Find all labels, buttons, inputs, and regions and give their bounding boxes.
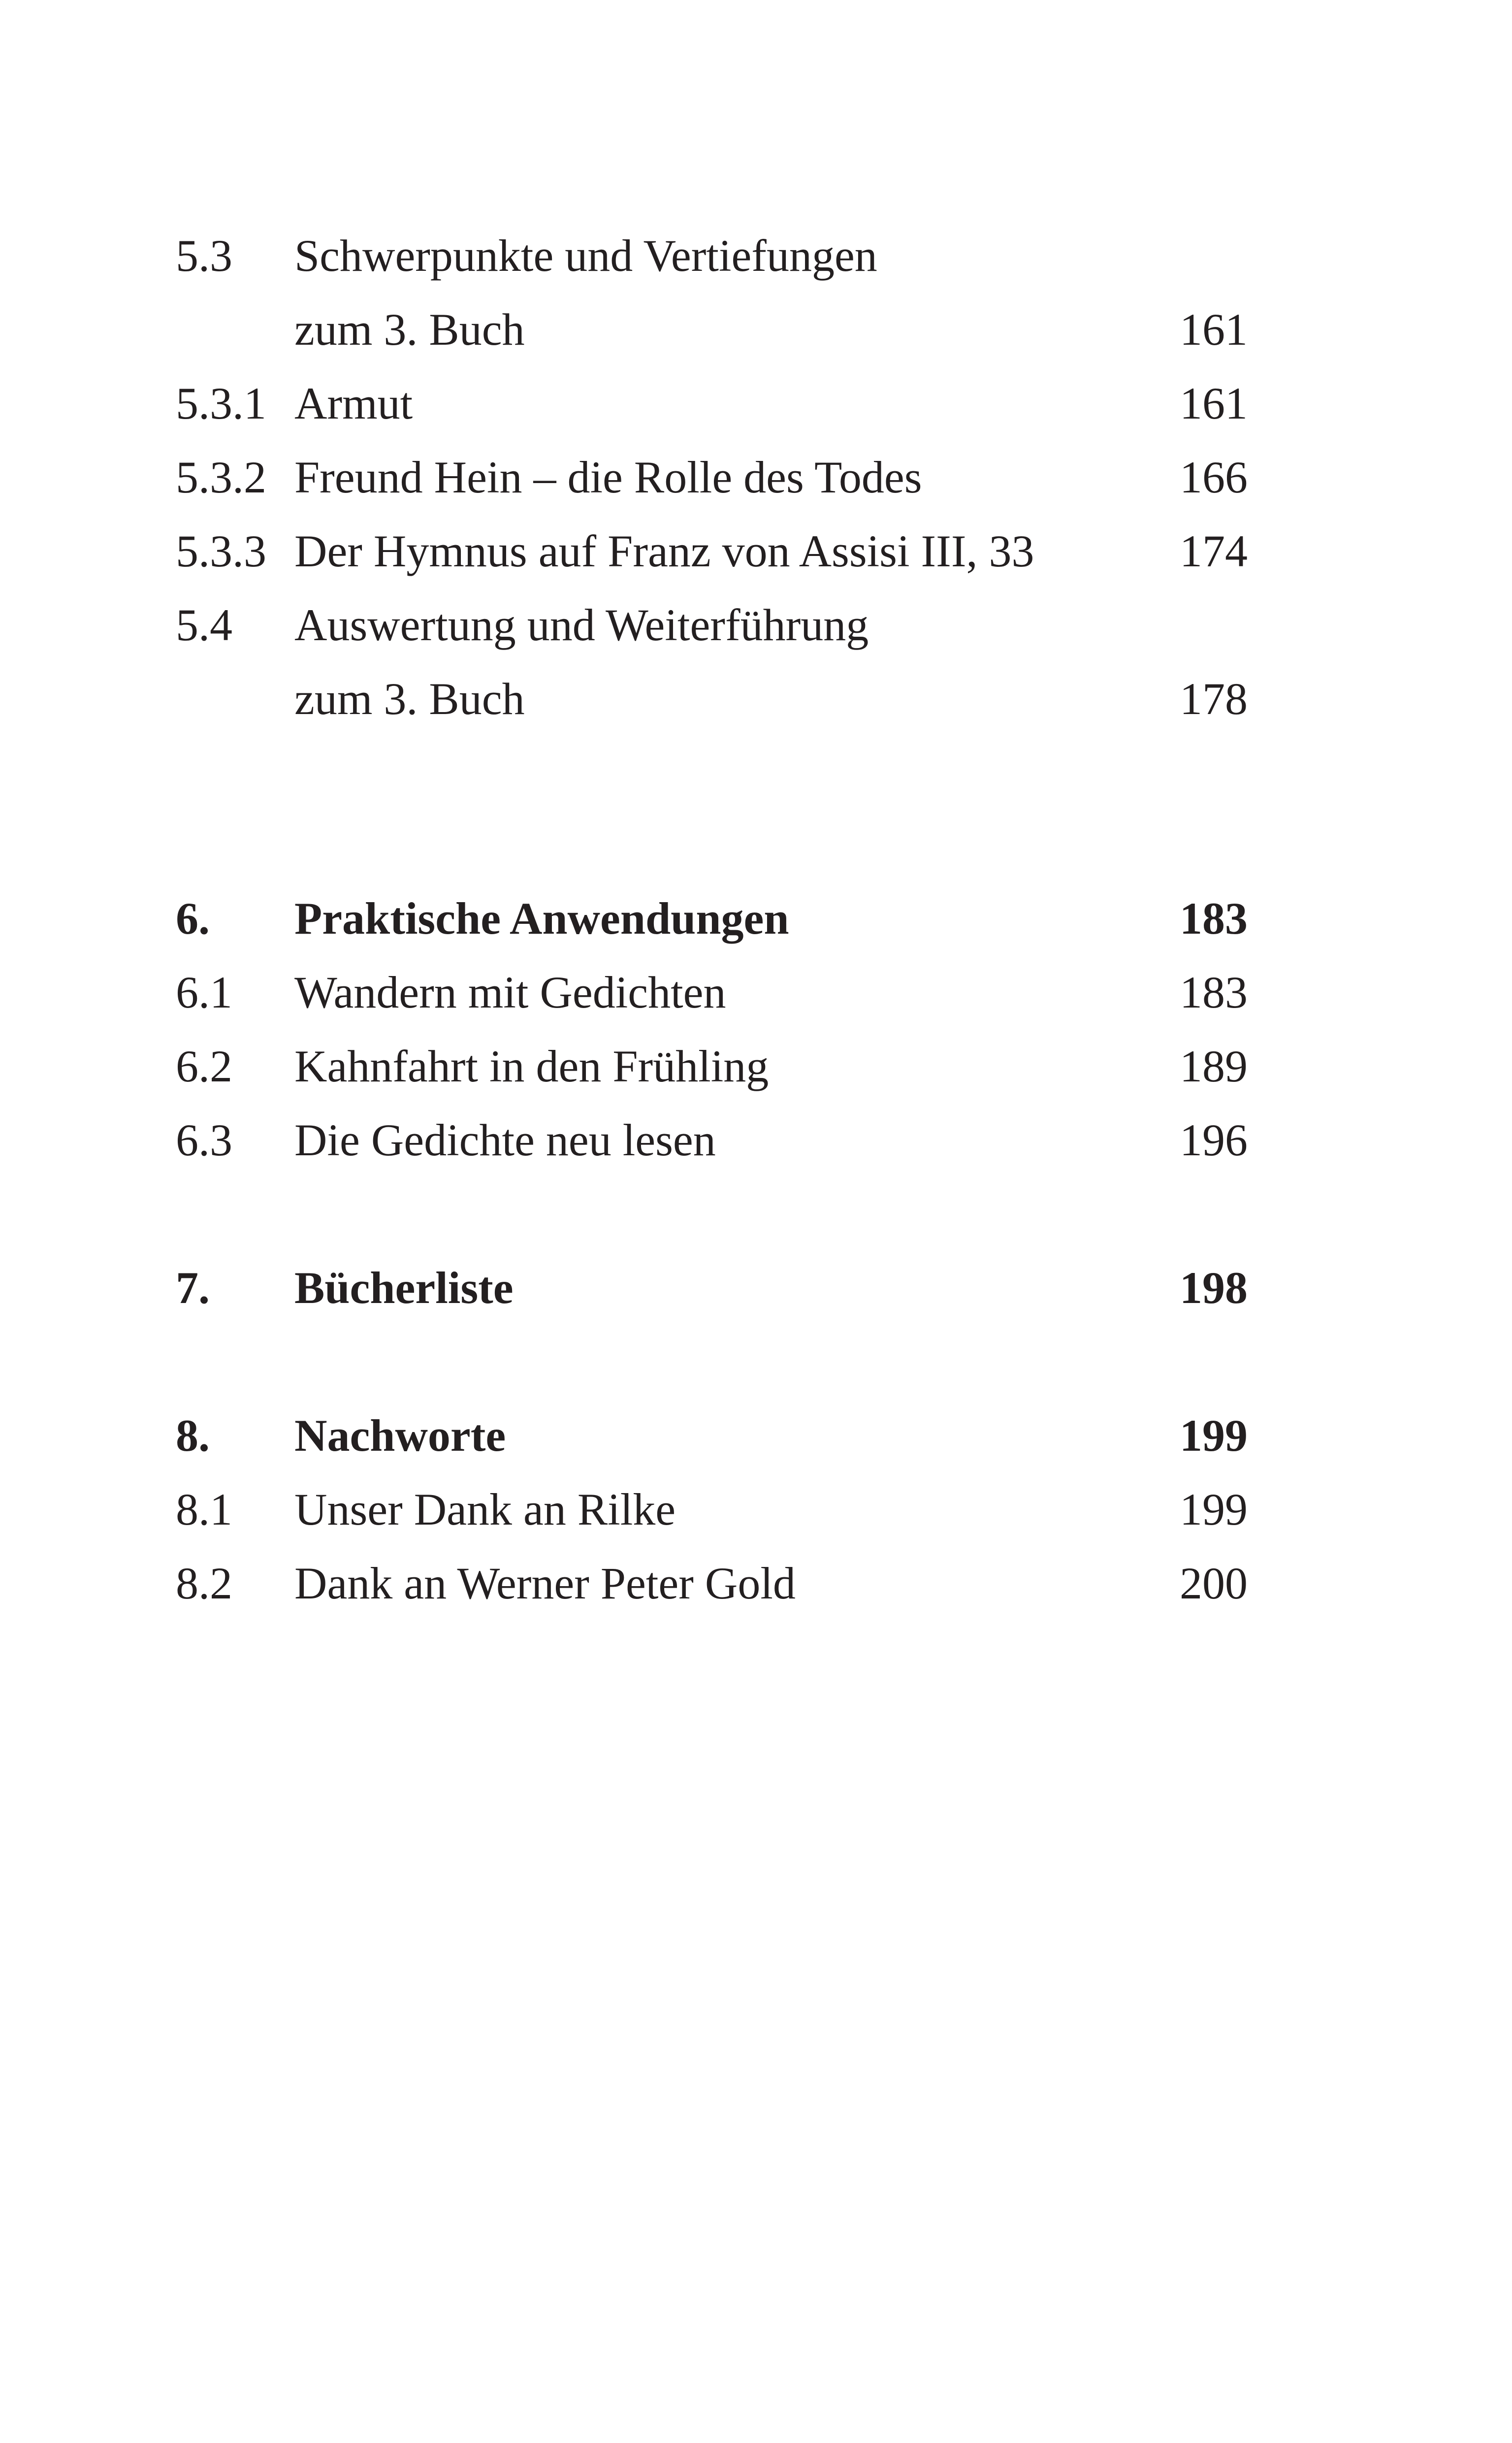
- toc-entry-number: 6.: [176, 893, 210, 944]
- toc-entry-page: 196: [1180, 1115, 1248, 1165]
- toc-chapter-6: [0, 881, 1512, 955]
- toc-entry-5-3: [0, 219, 1512, 293]
- toc-entry-page: 183: [1180, 893, 1248, 944]
- toc-entry-number: 5.3.3: [176, 526, 266, 576]
- toc-entry-5-3-2: [0, 440, 1512, 514]
- toc-entry-page: 199: [1180, 1484, 1248, 1534]
- toc-entry-5-3-1: [0, 366, 1512, 440]
- toc-entry-title: zum 3. Buch: [294, 674, 525, 724]
- toc-entry-page: 199: [1180, 1410, 1248, 1461]
- toc-entry-number: 8.2: [176, 1558, 232, 1608]
- toc-entry-page: 174: [1180, 526, 1248, 576]
- toc-entry-title: Auswertung und Weiterführung: [294, 600, 869, 650]
- toc-entry-number: 6.3: [176, 1115, 232, 1165]
- toc-entry-5-4-cont: [0, 662, 1512, 736]
- toc-entry-number: 7.: [176, 1263, 210, 1313]
- toc-entry-title: Kahnfahrt in den Frühling: [294, 1041, 769, 1091]
- toc-entry-number: 5.3.2: [176, 452, 266, 502]
- toc-entry-page: 161: [1180, 378, 1248, 428]
- toc-entry-number: 5.3.1: [176, 378, 266, 428]
- toc-entry-5-4: [0, 588, 1512, 662]
- toc-entry-title: Der Hymnus auf Franz von Assisi III, 33: [294, 526, 1034, 576]
- toc-entry-page: 200: [1180, 1558, 1248, 1608]
- toc-entry-8-2: [0, 1546, 1512, 1620]
- toc-entry-5-3-3: [0, 514, 1512, 588]
- toc-entry-6-2: [0, 1029, 1512, 1103]
- toc-entry-5-3-cont: [0, 293, 1512, 366]
- toc-entry-page: 189: [1180, 1041, 1248, 1091]
- toc-entry-title: Dank an Werner Peter Gold: [294, 1558, 796, 1608]
- toc-entry-title: Die Gedichte neu lesen: [294, 1115, 716, 1165]
- toc-entry-page: 166: [1180, 452, 1248, 502]
- toc-entry-number: 5.4: [176, 600, 232, 650]
- toc-entry-number: 8.: [176, 1410, 210, 1461]
- toc-entry-number: 5.3: [176, 230, 232, 281]
- toc-entry-number: 6.1: [176, 967, 232, 1017]
- toc-entry-title: Unser Dank an Rilke: [294, 1484, 676, 1534]
- toc-entry-page: 178: [1180, 674, 1248, 724]
- toc-entry-title: Freund Hein – die Rolle des Todes: [294, 452, 922, 502]
- toc-entry-number: 8.1: [176, 1484, 232, 1534]
- toc-entry-6-1: [0, 955, 1512, 1029]
- toc-entry-title: Schwerpunkte und Vertiefungen: [294, 230, 877, 281]
- toc-entry-page: 161: [1180, 304, 1248, 355]
- toc-entry-page: 183: [1180, 967, 1248, 1017]
- toc-entry-title: zum 3. Buch: [294, 304, 525, 355]
- toc-entry-8-1: [0, 1472, 1512, 1546]
- toc-entry-title: Wandern mit Gedichten: [294, 967, 726, 1017]
- toc-entry-title: Armut: [294, 378, 413, 428]
- toc-entry-number: 6.2: [176, 1041, 232, 1091]
- toc-entry-6-3: [0, 1103, 1512, 1177]
- toc-entry-title: Praktische Anwendungen: [294, 893, 789, 944]
- toc-chapter-7: [0, 1251, 1512, 1325]
- toc-entry-page: 198: [1180, 1263, 1248, 1313]
- toc-entry-title: Bücherliste: [294, 1263, 514, 1313]
- toc-entry-title: Nachworte: [294, 1410, 506, 1461]
- toc-chapter-8: [0, 1399, 1512, 1472]
